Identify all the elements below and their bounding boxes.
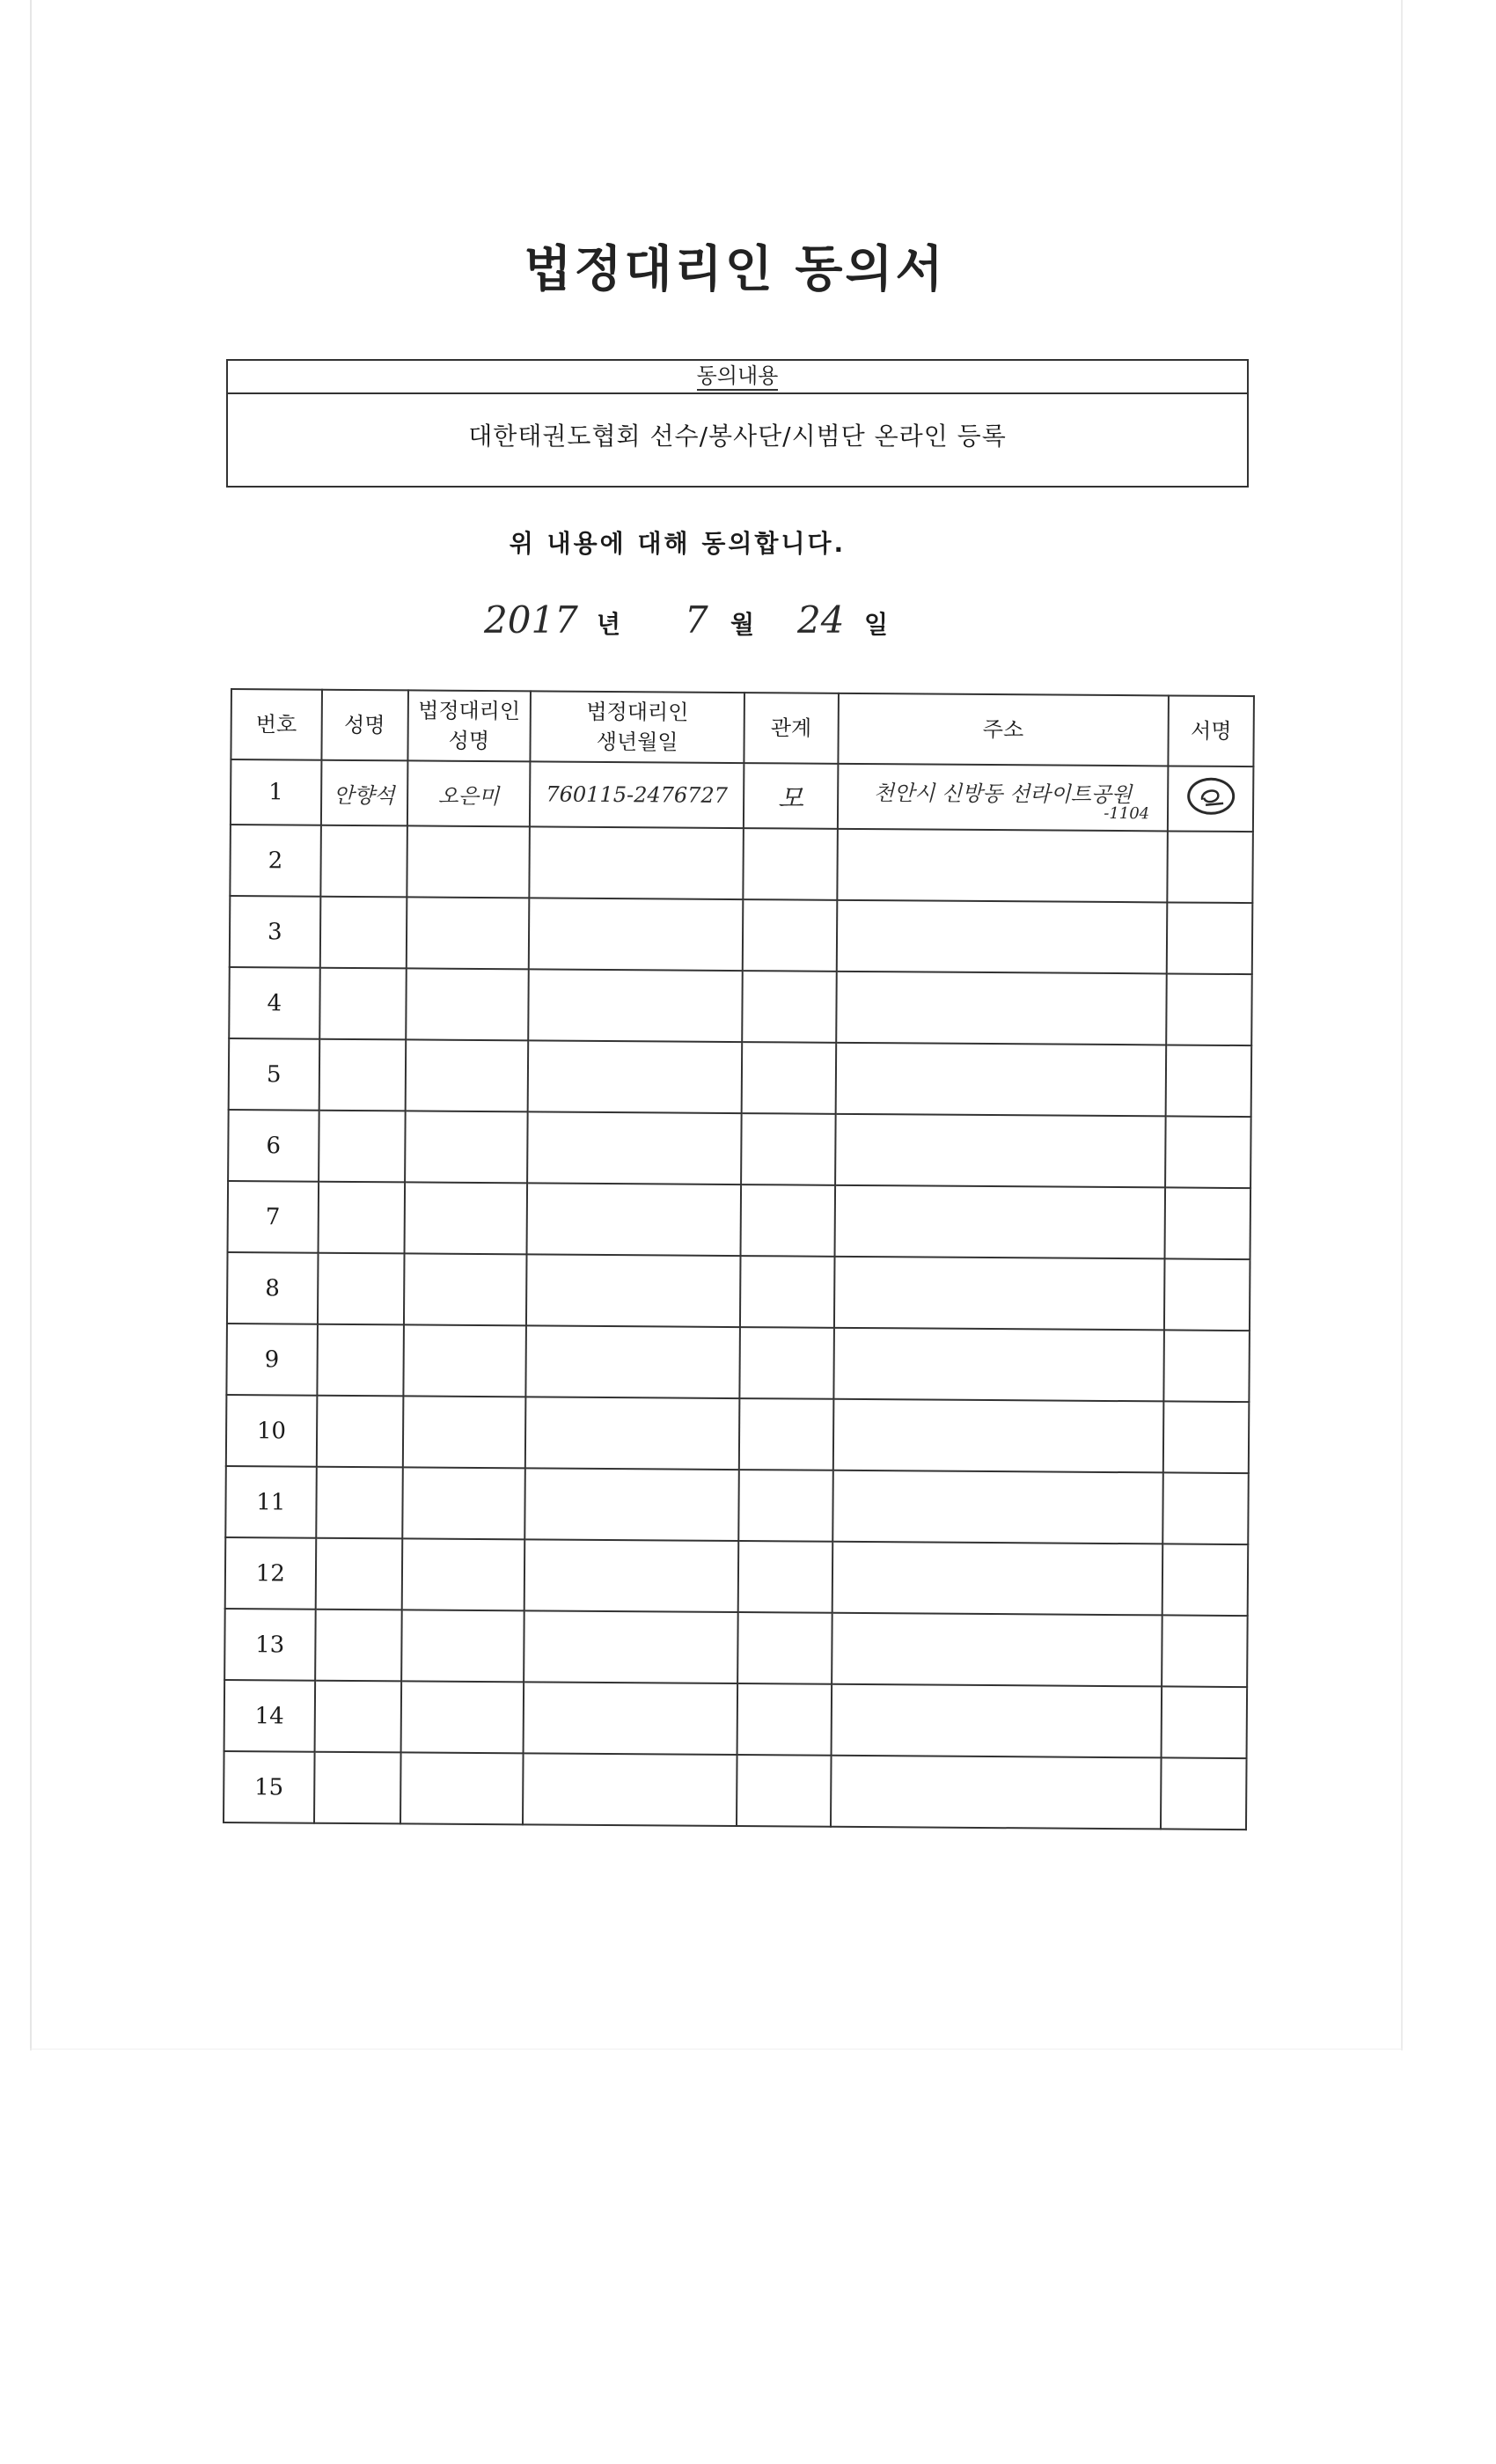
consent-header	[228, 361, 1247, 394]
header-relation: 관계	[744, 693, 838, 764]
table-row	[226, 1324, 1250, 1402]
cell-no: 12	[225, 1537, 316, 1610]
cell-no: 4	[229, 967, 319, 1039]
table-row	[224, 1680, 1248, 1758]
cell-no: 7	[228, 1181, 319, 1253]
header-guardian-name: 법정대리인 성명	[407, 690, 531, 761]
handwritten-address: 천안시 신방동 선라이트공원	[873, 780, 1133, 807]
table-row	[229, 967, 1252, 1045]
table-row	[224, 1751, 1247, 1830]
consent-header-label: 동의내용	[697, 363, 779, 391]
date-year-label: 년	[597, 610, 621, 639]
table-row	[229, 1038, 1252, 1117]
table-row	[226, 1395, 1250, 1473]
consent-box	[226, 359, 1249, 488]
cell-no: 2	[230, 825, 320, 897]
cell-no: 13	[224, 1609, 315, 1681]
scan-edge	[1401, 0, 1403, 2050]
cell-no: 5	[229, 1038, 319, 1111]
cell-no: 8	[227, 1252, 318, 1324]
handwritten-relation: 모	[777, 783, 804, 815]
table-row	[228, 1181, 1251, 1259]
handwritten-guardian-birth: 760115-2476727	[546, 781, 729, 808]
table-row	[228, 1110, 1251, 1188]
table-row	[230, 825, 1253, 903]
table-row	[227, 1252, 1250, 1331]
cell-no: 10	[226, 1395, 317, 1467]
cell-guardian-birth	[530, 761, 744, 828]
date-year-handwritten: 2017	[484, 598, 578, 642]
header-signature: 서명	[1169, 695, 1254, 766]
cell-address	[837, 764, 1168, 832]
signature-mark-icon	[1187, 777, 1235, 814]
cell-no: 3	[230, 896, 320, 968]
cell-no: 9	[226, 1324, 317, 1396]
cell-no: 14	[224, 1680, 315, 1752]
scan-edge	[30, 0, 32, 2050]
handwritten-name: 안향석	[333, 782, 395, 808]
cell-guardian-name	[407, 760, 530, 826]
date-month-handwritten: 7	[685, 598, 708, 642]
cell-relation	[744, 763, 838, 829]
table-row	[230, 896, 1253, 974]
consent-body: 대한태권도협회 선수/봉사단/시범단 온라인 등록	[468, 422, 1007, 451]
agreement-statement: 위 내용에 대해 동의합니다.	[509, 529, 847, 558]
header-guardian-birth: 법정대리인 생년월일	[531, 691, 744, 763]
table-row	[224, 1609, 1248, 1687]
header-name: 성명	[321, 690, 407, 761]
date-day-handwritten: 24	[797, 598, 845, 642]
handwritten-address-sub: -1104	[1104, 803, 1150, 823]
scan-edge	[30, 2049, 1403, 2050]
date-day-label: 일	[864, 610, 889, 639]
cell-no: 6	[228, 1110, 319, 1182]
cell-no: 15	[224, 1751, 314, 1823]
cell-signature	[1168, 766, 1253, 832]
cell-name	[321, 760, 407, 826]
table-header-row	[231, 689, 1254, 766]
handwritten-guardian-name: 오은미	[437, 783, 500, 809]
date-row	[484, 598, 977, 651]
table-row	[225, 1466, 1249, 1544]
page-title: 법정대리인 동의서	[524, 241, 946, 298]
table-row	[231, 759, 1253, 832]
cell-no: 11	[225, 1466, 316, 1538]
date-month-label: 월	[730, 610, 755, 639]
cell-no: 1	[231, 759, 321, 825]
header-no: 번호	[231, 689, 321, 760]
guardian-table	[223, 688, 1255, 1830]
table-row	[225, 1537, 1249, 1616]
header-address: 주소	[838, 693, 1169, 766]
